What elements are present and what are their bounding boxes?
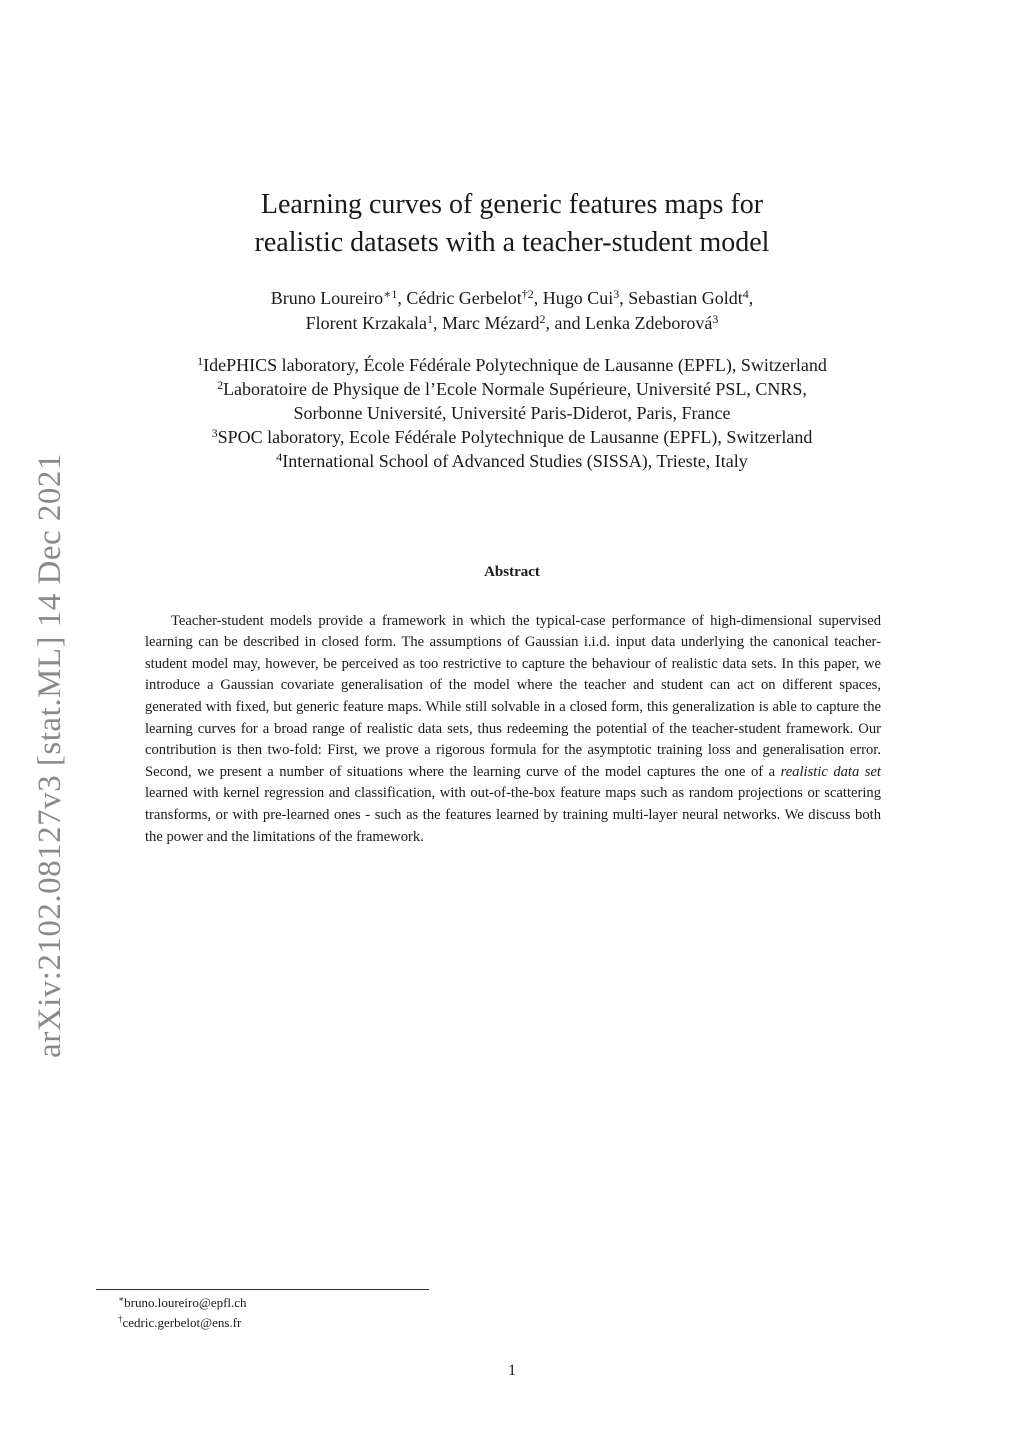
- author-name: Lenka Zdeborová: [584, 313, 713, 333]
- author-mark: 3: [712, 312, 719, 326]
- author-name: Hugo Cui: [542, 288, 614, 308]
- author-separator: ,: [533, 288, 543, 308]
- footnote-mark: ∗: [118, 1294, 125, 1304]
- abstract-emphasis: realistic data set: [780, 763, 881, 780]
- affiliation: [0, 401, 1024, 425]
- footnote: [118, 1293, 247, 1313]
- footnotes: [118, 1293, 247, 1333]
- footnote-email-link[interactable]: cedric.gerbelot@ens.fr: [122, 1315, 242, 1330]
- abstract-text-part-1: Teacher-student models provide a framework in which the typical-case performance of high-dimensional supervised learning can be described in closed form. The assumptions of Gaussian i.i.d. input data underlying the canonical teacher-student model may, however, be perceived as too restrictive to capture the behaviour of realistic data sets. In this paper, we introduce a Gaussian covariate generalisation of the model where the teacher and student can act on different spaces, generated with fixed, but generic feature maps. While still solvable in a closed form, this generalization is able to capture the learning curves for a broad range of realistic data sets, thus redeeming the potential of the teacher-student framework. Our contribution is then two-fold: First, we prove a rigorous formula for the asymptotic training loss and generalisation error. Second, we present a number of situations where the learning curve of the model captures the one of a: [145, 612, 881, 780]
- affiliation-mark: 4: [276, 450, 283, 464]
- affiliation-mark: 1: [197, 354, 204, 368]
- affiliation: [0, 353, 1024, 377]
- paper-title: [0, 186, 1024, 262]
- affiliation-mark: 2: [217, 378, 224, 392]
- affiliation-text: Sorbonne Université, Université Paris-Diderot, Paris, France: [293, 403, 731, 423]
- author-name: Florent Krzakala: [305, 313, 428, 333]
- author-mark: 1: [427, 312, 434, 326]
- author-separator: ,: [619, 288, 629, 308]
- affiliation-mark: 3: [211, 426, 218, 440]
- footnote-email-link[interactable]: bruno.loureiro@epfl.ch: [124, 1295, 247, 1310]
- author-line-2: [0, 311, 1024, 336]
- affiliation-text: SPOC laboratory, Ecole Fédérale Polytechnique de Lausanne (EPFL), Switzerland: [217, 427, 813, 447]
- author-name: Marc Mézard: [442, 313, 540, 333]
- author-mark: 3: [613, 287, 620, 301]
- page-number: 1: [508, 1362, 516, 1379]
- author-name: Cédric Gerbelot: [406, 288, 522, 308]
- arxiv-identifier-text: arXiv:2102.08127v3 [stat.ML] 14 Dec 2021: [31, 452, 68, 1058]
- author-separator: ,: [433, 313, 443, 333]
- affiliation-text: Laboratoire de Physique de l’Ecole Normale Supérieure, Université PSL, CNRS,: [223, 379, 807, 399]
- title-line-1: Learning curves of generic features maps for: [260, 189, 764, 220]
- abstract-body: [145, 611, 881, 849]
- author-mark: ∗1: [383, 287, 398, 301]
- author-mark: †2: [521, 287, 534, 301]
- author-mark: 2: [539, 312, 546, 326]
- author-line-1: [0, 286, 1024, 311]
- author-separator: ,: [748, 288, 754, 308]
- title-line-2: realistic datasets with a teacher-student model: [254, 227, 770, 258]
- affiliation: [0, 425, 1024, 449]
- footnote-rule: [96, 1289, 429, 1290]
- author-name: Sebastian Goldt: [628, 288, 743, 308]
- affiliation-text: IdePHICS laboratory, École Fédérale Polytechnique de Lausanne (EPFL), Switzerland: [203, 355, 827, 375]
- footnote-mark: †: [118, 1314, 123, 1324]
- affiliation: [0, 377, 1024, 401]
- affiliation: [0, 449, 1024, 473]
- footnote: [118, 1313, 247, 1333]
- affiliation-list: [0, 353, 1024, 473]
- author-name: Bruno Loureiro: [270, 288, 384, 308]
- abstract-heading: Abstract: [484, 564, 540, 580]
- author-separator: , and: [545, 313, 585, 333]
- affiliation-text: International School of Advanced Studies (SISSA), Trieste, Italy: [282, 451, 748, 471]
- author-list: [0, 286, 1024, 336]
- abstract-text-part-2: learned with kernel regression and classification, with out-of-the-box feature maps such as random projections or scattering transforms, or with pre-learned ones - such as the features learned by training multi-layer neural networks. We discuss both the power and the limitations of the framework.: [145, 785, 881, 845]
- author-separator: ,: [397, 288, 407, 308]
- author-mark: 4: [742, 287, 749, 301]
- arxiv-identifier-stamp: [20, 440, 80, 1070]
